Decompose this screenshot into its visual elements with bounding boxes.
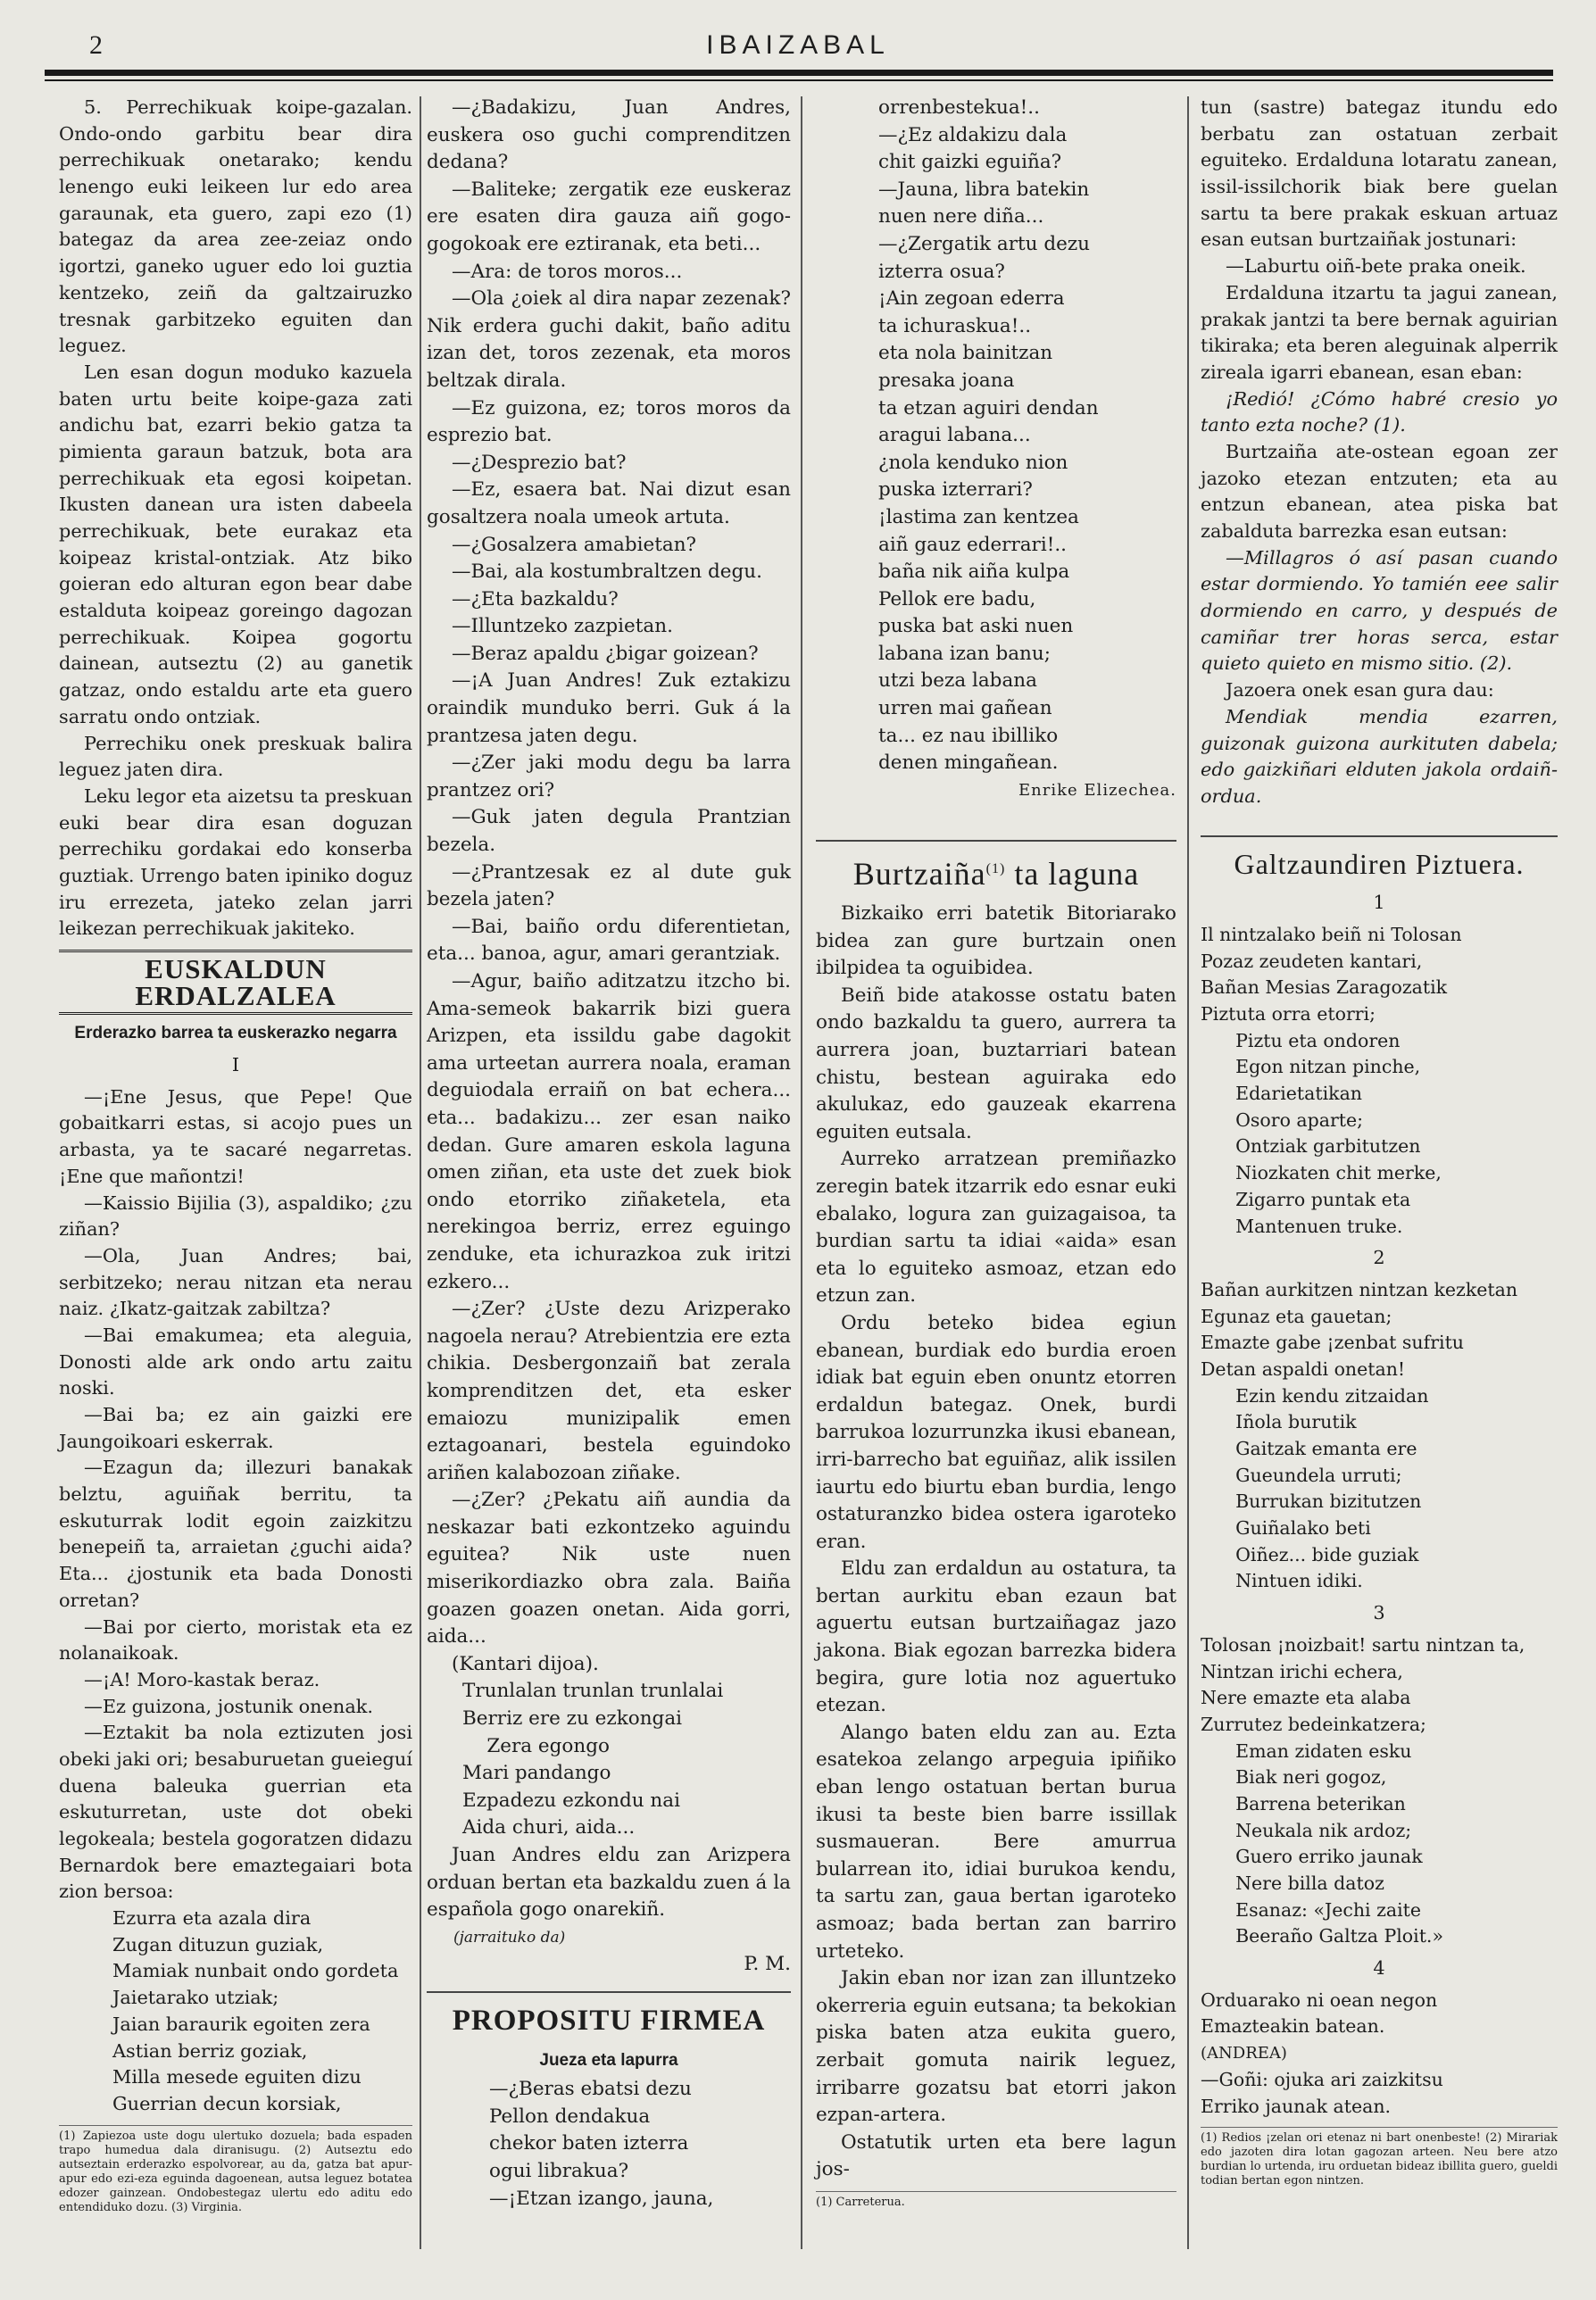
dialogue-line: —Baliteke; zergatik eze euskeraz ere esaten dira gauza aiñ gogo-gogokoak ere eztiranak, eta beti... bbox=[427, 178, 791, 255]
column-4 bbox=[1201, 95, 1558, 2188]
paragraph: Ordu beteko bidea egiun ebanean, burdiak edo burdia eroen idiak bat eguin eben onuntz etorren erdaldun bategaz. Onek, burdi barrukoa lozurrunzka ikusi ebanean, irri-barrecho bat eguiñaz, alik issilen iaurtu edo biurtu eban burdia, lengo ostaturanzko bidea ostera igaroteko eran. bbox=[816, 1311, 1176, 1553]
speaker-label: (ANDREA) bbox=[1201, 2044, 1287, 2063]
verse: Orduarako ni oean negon Emazteakin batean. bbox=[1201, 1989, 1438, 2038]
stanza-number: 1 bbox=[1373, 892, 1385, 914]
article-title: EUSKALDUN ERDALZALEA bbox=[59, 950, 412, 1015]
dialogue-line: —Ara: de toros moros... bbox=[452, 260, 683, 283]
stanza-number: 2 bbox=[1373, 1247, 1385, 1269]
dialogue-line: —Ola, Juan Andres; bai, serbitzeko; nerau nitzan eta nerau naiz. ¿Ikatz-gaitzak zabiltza? bbox=[59, 1244, 412, 1320]
header-rule-thin bbox=[45, 79, 1553, 81]
dialogue-line: —¿Gosalzera amabietan? bbox=[452, 533, 697, 556]
dialogue-line: —¡A Juan Andres! Zuk eztakizu oraindik munduko berri. Guk á la prantzesa jaten degu. bbox=[427, 669, 791, 747]
section-number: I bbox=[231, 1054, 240, 1076]
paragraph: Mendiak mendia ezarren, guizonak guizona aurkituten dabela; edo gaizkiñari elduten jakola ordaiñ-ordua. bbox=[1201, 705, 1558, 807]
stanza-number: 4 bbox=[1373, 1957, 1385, 1980]
dialogue-line: —¿Prantzesak ez al dute guk bezela jaten? bbox=[427, 860, 791, 911]
dialogue-line: —¿Zer jaki modu degu ba larra prantzez ori? bbox=[427, 751, 791, 801]
verse: Ezurra eta azala dira Zugan dituzun guziak, Mamiak nunbait ondo gordeta Jaietarako utziak; Jaian baraurik egoiten zera Astian berriz goziak, Milla mesede eguiten dizu Guerrian decun korsiak, bbox=[112, 1907, 399, 2114]
dialogue-line: —¿Desprezio bat? bbox=[452, 451, 627, 474]
dialogue-line: —¿Zer? ¿Uste dezu Arizperako nagoela nerau? Atrebientzia ere ezta chikia. Desbergonzaiñ bat zerala komprenditzen det, eta esker emaiozu munizipalik emen eztagoanari, bestela eguindoko ariñen kalabozoan ziñake. bbox=[427, 1298, 791, 1484]
paragraph: Eldu zan erdaldun au ostatura, ta bertan aurkitu eban ezaun bat aguertu eutsan burtzaiñagaz jazo jakona. Biak egozan barrezka bidera begira, gure lotia noz aguertuko etezan. bbox=[816, 1557, 1176, 1717]
header-rule bbox=[45, 70, 1553, 76]
dialogue-line: —Beraz apaldu ¿bigar goizean? bbox=[452, 642, 759, 665]
paragraph: Leku legor eta aizetsu ta preskuan euki bear dira esan doguzan perrechiku gordakai edo konserba guztiak. Urrengo baten ipiniko doguz iru errezeta, jateko zelan jarri leikezan perrechikuak jakiteko. bbox=[59, 785, 412, 940]
dialogue-line: —Illuntzeko zazpietan. bbox=[452, 615, 673, 638]
verse: Trunlalan trunlan trunlalai Berriz ere zu ezkongai Zera egongo Mari pandango Ezpadezu ezkondu nai Aida churi, aida... bbox=[462, 1680, 724, 1839]
masthead-title: IBAIZABAL bbox=[706, 30, 890, 60]
paragraph: Beiñ bide atakosse ostatu baten ondo bazkaldu ta guero, aurrera ta aurrera joan, buztarriari batean chistu, bestean aguiraka edo akulukaz, edo gauzeak ekarrena eguiten eutsala. bbox=[816, 984, 1176, 1143]
dialogue-line: —Eztakit ba nola eztizuten josi obeki jaki ori; besaburuetan gueieguí duena baleuka guerrian eta eskuturretan, uste dot obeki legokeala; bestela gogoratzen didazu Bernardok bere emaztegaiari bota zion bersoa: bbox=[59, 1722, 412, 1903]
dialogue-line: —Bai emakumea; eta aleguia, Donosti alde ark ondo artu zaitu noski. bbox=[59, 1324, 412, 1399]
page-number: 2 bbox=[89, 30, 103, 60]
footnotes: (1) Zapiezoa uste dogu ulertuko dozuela; bada espaden trapo humedua dala diranisugu. (2) Autseztu edo autseztain erderazko espolvorear, au da, gatza bat apur-apur edo ezi-eza eguinda dagoenean, autsa leguez botatea edozer gainzean. Ondobestegaz ulertu edo aditu edo entendiduko dozu. (3) Virginia. bbox=[59, 2125, 412, 2215]
paragraph: Bizkaiko erri batetik Bitoriarako bidea zan gure burtzain onen ibilpidea ta oguibidea. bbox=[816, 902, 1176, 980]
paragraph: Jazoera onek esan gura dau: bbox=[1226, 679, 1494, 702]
column-divider bbox=[801, 96, 802, 2249]
dialogue-line: —Ezagun da; illezuri banakak belztu, aguiñak berritu, ta eskuturrak lodit egoin zaizkitzu benepeiñ ta, arraietan ¿guchi aida? Eta... ¿jostunik eta bada Donosti orretan? bbox=[59, 1457, 412, 1611]
footnotes: (1) Redios ¡zelan ori etenaz ni bart onenbeste! (2) Mirariak edo jazoten dira lotan gagozan arteen. Neu bere atzo burdian lo urtenda, iru orduetan bideaz ibillita guero, gueldi todian bertan egon nintzen. bbox=[1201, 2127, 1558, 2188]
dialogue-line: —Bai, ala kostumbraltzen degu. bbox=[452, 560, 762, 584]
verse: —¿Beras ebatsi dezu Pellon dendakua chekor baten izterra ogui librakua? —¡Etzan izango, jauna, bbox=[489, 2078, 714, 2210]
title-word: Burtzaiña bbox=[852, 856, 986, 893]
paragraph: —Millagros ó así pasan cuando estar dormiendo. Yo tamién eee salir dormiendo en carro, y después de camiñar trer horas serca, estar quieto quieto en mismo sitio. (2). bbox=[1201, 546, 1558, 675]
dialogue-line: —¡A! Moro-kastak beraz. bbox=[84, 1668, 320, 1690]
dialogue-line: —¡Ene Jesus, que Pepe! Que gobaitkarri estas, si acojo pues un arbasta, ya te sacaré negarretas. ¡Ene que mañontzi! bbox=[59, 1085, 412, 1187]
column-divider bbox=[420, 96, 421, 2249]
paragraph: ¡Redió! ¿Cómo habré cresio yo tanto ezta noche? (1). bbox=[1201, 387, 1558, 436]
separator bbox=[1201, 835, 1558, 837]
stanza-number: 3 bbox=[1373, 1602, 1385, 1624]
dialogue-line: —¿Badakizu, Juan Andres, euskera oso guchi comprenditzen dedana? bbox=[427, 96, 791, 174]
dialogue-line: —Bai, baiño ordu diferentietan, eta... banoa, agur, amari gerantziak. bbox=[427, 915, 791, 966]
verse: Tolosan ¡noizbait! sartu nintzan ta, Nintzan irichi echera, Nere emazte eta alaba Zurrutez bedeinkatzera; Eman zidaten esku Biak neri gogoz, Barrena beterikan Neukala nik ardoz; Guero erriko jaunak Nere billa datoz Esanaz: «Jechi zaite Beeraño Galtza Ploit.» bbox=[1201, 1633, 1525, 1947]
paragraph: Erdalduna itzartu ta jagui zanean, prakak jantzi ta bere bernak aguirian tikiraka; eta beren aleguinak alperrik zireala igarri ebanean, esan eban: bbox=[1201, 281, 1558, 383]
paragraph: tun (sastre) bategaz itundu edo berbatu zan ostatuan zerbait eguiteko. Erdalduna lotaratu zanean, issil-issilchorik biak bere guelan sartu ta bere prakak eskuan artuaz esan eutsan burtzaiñak jostunari: bbox=[1201, 96, 1558, 251]
article-subtitle: Erderazko barrea ta euskerazko negarra bbox=[74, 1024, 397, 1043]
paragraph: Ostatutik urten eta bere lagun jos- bbox=[816, 2130, 1176, 2181]
dialogue-line: —Bai por cierto, moristak eta ez nolanaikoak. bbox=[59, 1615, 412, 1665]
signature: Enrike Elizechea. bbox=[1018, 780, 1176, 800]
paragraph: Jakin eban nor izan zan illuntzeko okerreria eguin eutsana; ta bekokian piska baten atza eukita guero, zerbait gomuta nairik leguez, irribarre gozatsu bat etorri jakon ezpan-artera. bbox=[816, 1967, 1176, 2127]
paragraph: 5. Perrechikuak koipe-gazalan. Ondo-ondo garbitu bear dira perrechikuak onetarako; kendu lenengo euki leikeen lur edo area garaunak, eta guero, zapi ezo (1) bategaz da area zee-zeiaz ondo igortzi, ganeko uguer edo loi guztia kentzeko, zeiñ da galtzairuzko tresnak garbitzeko eguiten dan leguez. bbox=[59, 96, 412, 357]
signature: P. M. bbox=[744, 1953, 791, 1976]
dialogue-line: —Ez guizona, jostunik onenak. bbox=[84, 1695, 374, 1717]
column-divider bbox=[1187, 96, 1189, 2249]
dialogue-line: —Ez guizona, ez; toros moros da esprezio bat. bbox=[427, 396, 791, 447]
verse: Bañan aurkitzen nintzan kezketan Egunaz eta gauetan; Emazte gabe ¡zenbat sufritu Detan aspaldi onetan! Ezin kendu zitzaidan Iñola burutik Gaitzak emanta ere Gueundela urruti; Burrukan bizitutzen Guiñalako beti Oiñez... bide guziak Nintuen idiki. bbox=[1201, 1278, 1518, 1592]
paragraph: Len esan dogun moduko kazuela baten urtu beite koipe-gaza zati andichu bat, ezarri bekio gatza ta pimienta garaun batzuk, bota ara perrechikuak eta egosi koipetan. Ikusten danean ura isten dabeela perrechikuak, bete eurakaz eta koipeaz kristal-ontziak. Atz biko goieran edo alturan egon bear dabe estalduta koipeaz goreingo dagozan perrechikuak. Koipea gogortu dainean, autseztu (2) au ganetik gatzaz, ondo estaldu arte eta guero sarratu ondo ontziak. bbox=[59, 361, 412, 727]
stage-direction: (Kantari dijoa). bbox=[452, 1652, 599, 1675]
separator bbox=[816, 840, 1176, 842]
dialogue-line: —Guk jaten degula Prantzian bezela. bbox=[427, 806, 791, 857]
paragraph: —Laburtu oiñ-bete praka oneik. bbox=[1226, 255, 1526, 278]
dialogue-line: —¿Eta bazkaldu? bbox=[452, 587, 619, 610]
dialogue-line: —¿Zer? ¿Pekatu aiñ aundia da neskazar bati ezkontzeko aguindu eguitea? Nik uste nuen miserikordiazko obra zala. Baiña goazen goazen onetan. Aida gorri, aida... bbox=[427, 1489, 791, 1648]
article-title bbox=[816, 856, 1176, 893]
article-title: Galtzaundiren Piztuera. bbox=[1234, 847, 1525, 880]
paragraph: Juan Andres eldu zan Arizpera orduan bertan eta bazkaldu zuen á la española gogo onarekiñ. bbox=[427, 1844, 791, 1922]
article-subtitle: Jueza eta lapurra bbox=[539, 2050, 678, 2070]
paragraph: Burtzaiña ate-ostean egoan zer jazoko etezan entzuten; eta au entzun ebanean, atea piska bat zabalduta barrezka esan eutsan: bbox=[1201, 440, 1558, 542]
title-word: ta laguna bbox=[1005, 856, 1140, 893]
dialogue-line: —Ez, esaera bat. Nai dizut esan gosaltzera noala umeok artuta. bbox=[427, 478, 791, 528]
dialogue-line: —Bai ba; ez ain gaizki ere Jaungoikoari eskerrak. bbox=[59, 1404, 412, 1452]
paragraph: Perrechiku onek preskuak balira leguez jaten dira. bbox=[59, 732, 412, 781]
dialogue-line: —Agur, baiño aditzatzu itzcho bi. Ama-semeok bakarrik bizi guera Arizpen, eta issildu gabe dagokit ama urteetan aurrera noala, eraman deguiodala erraiñ on bat echera... eta... badakizu... zer esan naiko dedan. Gure amaren eskola laguna omen ziñan, eta uste det zuek biok ondo etorriko ziñaketela, eta nerekingoa berriz, errez eguingo zenduke, eta ichurazkoa zuk iritzi ezkero... bbox=[427, 970, 791, 1293]
paragraph: Aurreko arratzean premiñazko zeregin batek itzarrik edo esnar euki ebalako, logura zan guizagaisoa, ta burdian sartu ta idiai «aida» esan eta lo eguiteko asmoaz, etzan edo etzun zan. bbox=[816, 1148, 1176, 1308]
verse: —Goñi: ojuka ari zaizkitsu Erriko jaunak atean. bbox=[1201, 2068, 1443, 2117]
separator bbox=[427, 1991, 791, 1993]
title-footnote-mark: (1) bbox=[985, 861, 1006, 877]
continued-note: (jarraituko da) bbox=[453, 1928, 566, 1947]
paragraph: Alango baten eldu zan au. Ezta esatekoa zelango arpeguia ipiñiko eban lengo ostatuan bertan burua ikusi ta beste bien barre issillak susmaueran. Bere amurrua bularrean ito, idiai burukoa kendu, ta sartu zan, gaua bertan igaroteko asmoaz; bada bertan zan barriro urteteko. bbox=[816, 1721, 1176, 1963]
verse: orrenbestekua!.. —¿Ez aldakizu dala chit gaizki eguiña? —Jauna, libra batekin nuen nere diña... —¿Zergatik artu dezu izterra osua? ¡Ain zegoan ederra ta ichuraskua!.. eta nola bainitzan presaka joana ta etzan aguiri dendan aragui labana... ¿nola kenduko nion puska izterrari? ¡lastima zan kentzea aiñ gauz ederrari!.. baña nik aiña kulpa Pellok ere badu, puska bat aski nuen labana izan banu; utzi beza labana urren mai gañean ta... ez nau ibilliko denen mingañean. bbox=[878, 96, 1099, 775]
verse: Il nintzalako beiñ ni Tolosan Pozaz zeudeten kantari, Bañan Mesias Zaragozatik Piztuta orra etorri; Piztu eta ondoren Egon nitzan pinche, Edarietatikan Osoro aparte; Ontziak garbitutzen Niozkaten chit merke, Zigarro puntak eta Mantenuen truke. bbox=[1201, 923, 1462, 1237]
column-3 bbox=[816, 95, 1176, 2210]
dialogue-line: —Kaissio Bijilia (3), aspaldiko; ¿zu ziñan? bbox=[59, 1192, 412, 1241]
dialogue-line: —Ola ¿oiek al dira napar zezenak? Nik erdera guchi dakit, baño aditu izan det, toros zezenak, eta moros beltzak dirala. bbox=[427, 287, 791, 392]
article-title: PROPOSITU FIRMEA bbox=[452, 2004, 766, 2037]
footnotes: (1) Carreterua. bbox=[816, 2191, 1176, 2210]
column-2 bbox=[427, 95, 791, 2213]
column-1 bbox=[59, 95, 412, 2215]
